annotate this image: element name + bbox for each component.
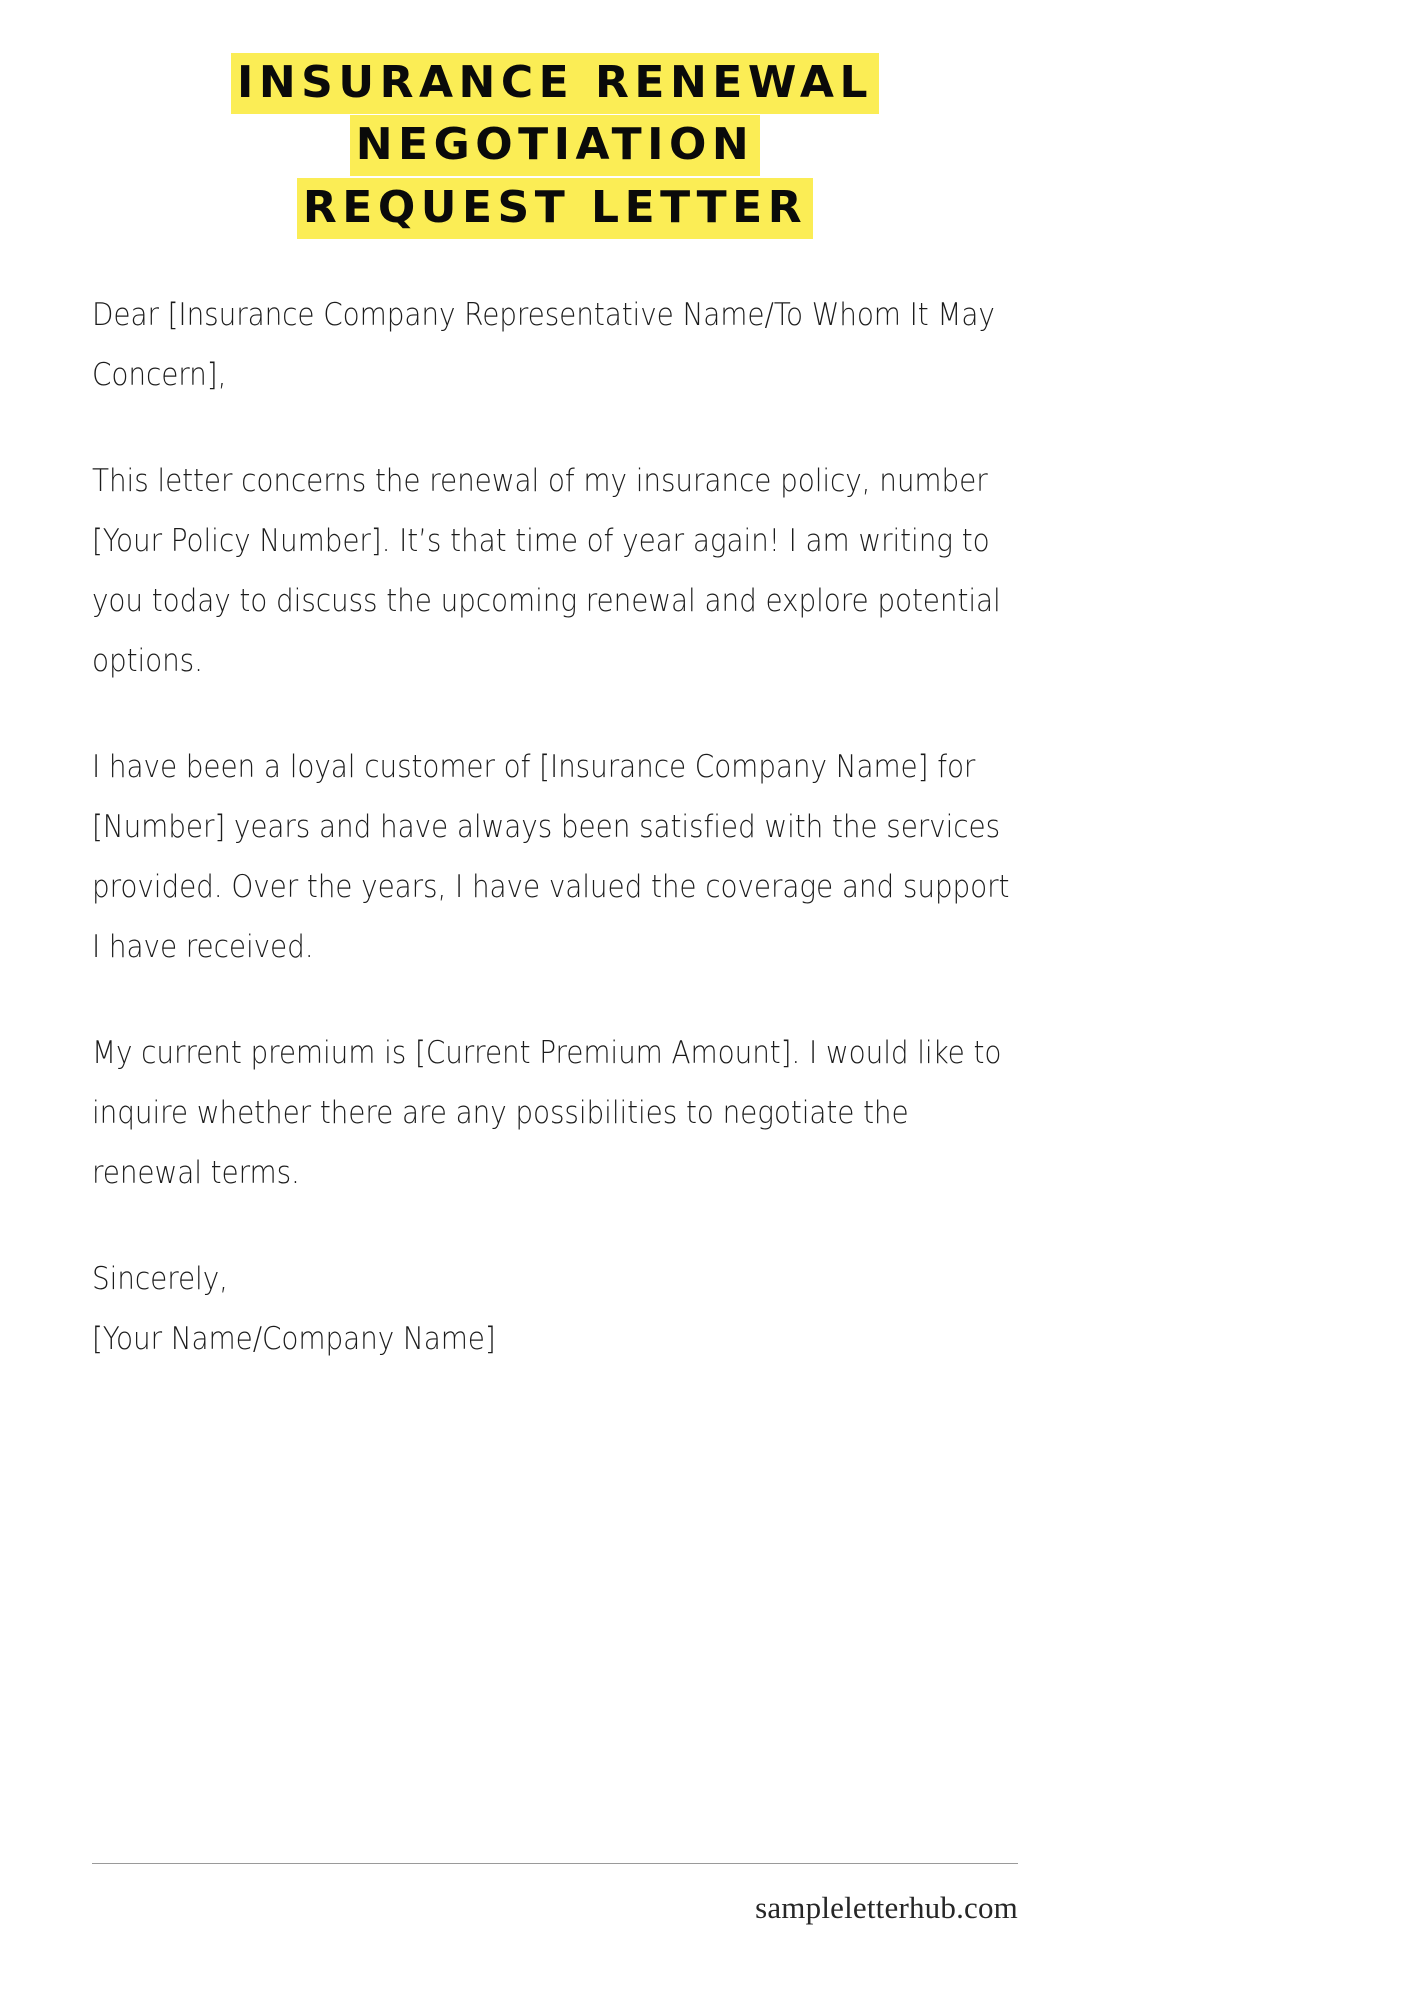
closing-block bbox=[92, 1249, 1017, 1369]
title-line-2 bbox=[36, 177, 1074, 239]
page-title bbox=[0, 0, 1110, 239]
salutation: Dear [Insurance Company Representative Name/To Whom It May Concern], bbox=[92, 297, 995, 394]
title-line-2-text: REQUEST LETTER bbox=[297, 178, 813, 239]
closing-salutation: Sincerely, bbox=[92, 1261, 228, 1298]
paragraph-current-premium: My current premium is [Current Premium Amount]. I would like to inquire whether there are any possibilities to negotiate the renewal terms. bbox=[92, 1035, 1002, 1192]
footer-divider bbox=[92, 1863, 1018, 1864]
paragraph-policy-renewal: This letter concerns the renewal of my insurance policy, number [Your Policy Number]. It’s that time of year again! I am writing to you today to discuss the upcoming renewal and explore potential options. bbox=[92, 463, 1001, 680]
paragraph-loyal-customer: I have been a loyal customer of [Insurance Company Name] for [Number] years and have always been satisfied with the services provided. Over the years, I have valued the coverage and support I have received. bbox=[92, 749, 1010, 966]
footer-website-url: sampleletterhub.com bbox=[755, 1890, 1018, 1925]
title-line-1 bbox=[36, 52, 1074, 177]
title-line-1-text: INSURANCE RENEWAL NEGOTIATION bbox=[231, 53, 879, 176]
letter-body bbox=[0, 239, 1110, 1369]
signature-name: [Your Name/Company Name] bbox=[92, 1321, 496, 1358]
page-footer bbox=[92, 1863, 1018, 1926]
